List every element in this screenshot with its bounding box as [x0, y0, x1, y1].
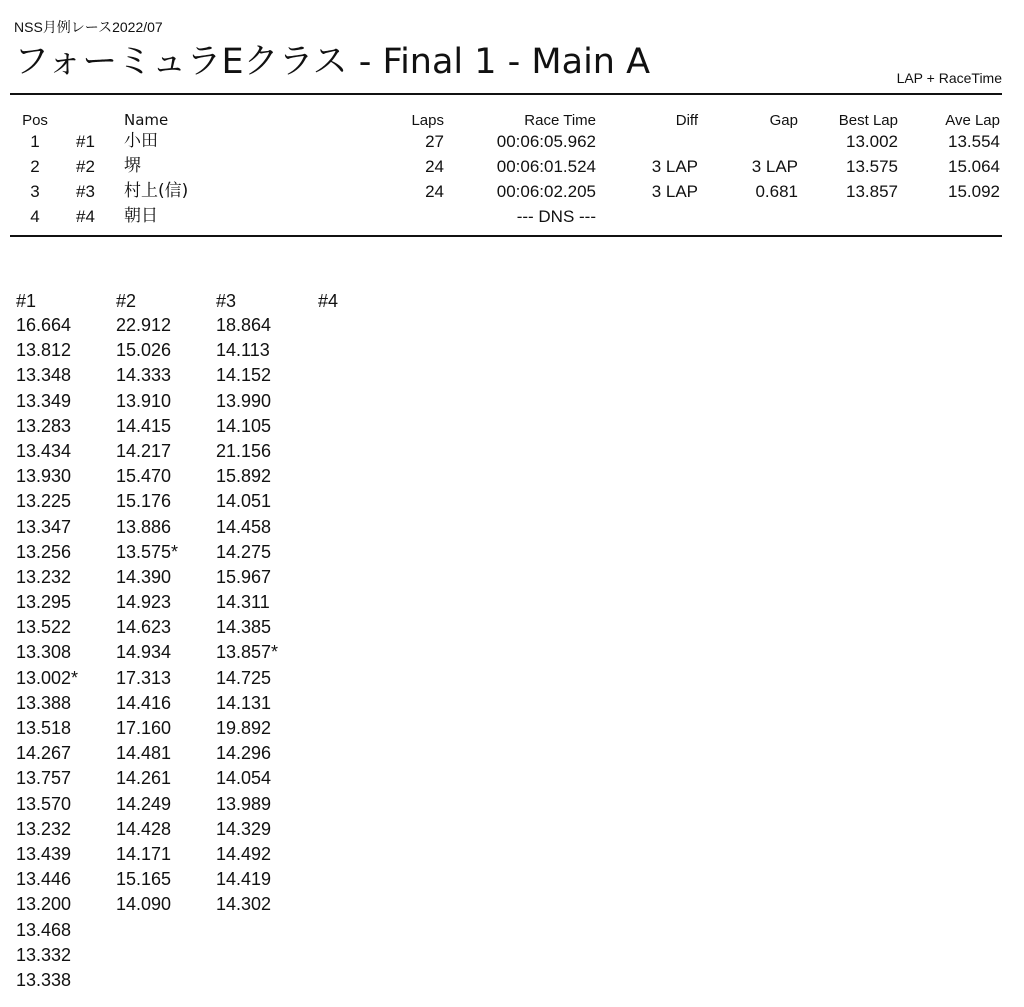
col-header-diff: Diff: [675, 112, 698, 129]
result-ave-lap: 15.064: [948, 157, 1000, 176]
lap-time: 16.664: [16, 315, 72, 335]
result-laps: 24: [425, 157, 444, 176]
result-pos: 4: [30, 207, 40, 226]
result-car-number: #1: [76, 132, 95, 151]
lap-column: [116, 289, 178, 918]
col-header-race-time: Race Time: [524, 112, 596, 129]
lap-time: 15.967: [216, 566, 272, 587]
lap-time: 14.725: [216, 667, 272, 688]
lap-time: 14.458: [216, 516, 272, 537]
result-race-time: 00:06:01.524: [496, 157, 596, 176]
result-best-lap: 13.002: [846, 132, 898, 151]
lap-time: 14.481: [116, 743, 172, 764]
lap-time: 13.446: [16, 869, 72, 890]
lap-time: 22.912: [116, 315, 172, 335]
lap-column: [16, 289, 78, 993]
lap-time: 13.347: [16, 516, 72, 537]
lap-time: 14.333: [116, 365, 172, 386]
col-header-gap: Gap: [769, 112, 798, 129]
lap-time: 13.349: [16, 390, 72, 411]
result-gap: 3 LAP: [751, 157, 798, 176]
lap-time: 14.171: [116, 843, 172, 864]
result-driver-name: 堺: [124, 156, 141, 176]
lap-time: 14.296: [216, 743, 272, 764]
result-driver-name: 村上(信): [124, 181, 189, 201]
result-pos: 3: [30, 182, 40, 201]
lap-time: 13.338: [16, 969, 72, 990]
lap-column-header: #2: [116, 291, 137, 311]
result-gap: 0.681: [755, 182, 798, 201]
lap-time: 13.990: [216, 390, 272, 411]
result-driver-name: 朝日: [124, 206, 158, 226]
result-ave-lap: 15.092: [948, 182, 1000, 201]
lap-time: 13.225: [16, 491, 72, 512]
lap-time: 14.415: [116, 415, 172, 436]
lap-time: 14.623: [116, 617, 172, 638]
result-race-time: 00:06:05.962: [496, 132, 596, 151]
col-header-pos: Pos: [22, 112, 48, 129]
lap-time: 13.348: [16, 365, 72, 386]
lap-time: 13.283: [16, 415, 72, 436]
result-diff: 3 LAP: [651, 182, 698, 201]
lap-time: 14.131: [216, 692, 272, 713]
results-divider: [10, 235, 1002, 237]
lap-time: 14.267: [16, 743, 72, 764]
lap-time: 14.934: [116, 642, 172, 663]
lap-time: 14.923: [116, 592, 172, 613]
lap-time: 13.308: [16, 642, 72, 663]
lap-time: 13.232: [16, 566, 72, 587]
lap-time: 14.428: [116, 818, 172, 839]
lap-time: 13.570: [16, 793, 72, 814]
result-best-lap: 13.857: [846, 182, 898, 201]
lap-time: 14.261: [116, 768, 172, 789]
header-divider: [10, 93, 1002, 95]
result-diff: 3 LAP: [651, 157, 698, 176]
col-header-laps: Laps: [411, 112, 444, 129]
lap-column-header: #1: [16, 291, 37, 311]
lap-time: 13.256: [16, 541, 72, 562]
lap-time: 14.054: [216, 768, 272, 789]
lap-time: 14.492: [216, 843, 272, 864]
lap-time: 13.332: [16, 944, 72, 965]
lap-time: 14.329: [216, 818, 272, 839]
lap-time: 14.390: [116, 566, 172, 587]
lap-time: 13.886: [116, 516, 172, 537]
lap-time: 13.522: [16, 617, 72, 638]
lap-time: 13.200: [16, 894, 72, 915]
result-best-lap: 13.575: [846, 157, 898, 176]
lap-time: 13.468: [16, 919, 72, 940]
lap-column: [216, 289, 278, 918]
lap-time: 14.217: [116, 440, 172, 461]
lap-time: 14.090: [116, 894, 172, 915]
result-race-time: 00:06:02.205: [496, 182, 596, 201]
lap-time: 13.434: [16, 440, 72, 461]
lap-time: 13.812: [16, 340, 72, 361]
lap-time: 14.385: [216, 617, 272, 638]
lap-time: 14.249: [116, 793, 172, 814]
lap-time: 14.275: [216, 541, 272, 562]
col-header-ave-lap: Ave Lap: [945, 112, 1000, 129]
lap-time: 14.419: [216, 869, 272, 890]
lap-time: 17.160: [116, 718, 172, 738]
lap-time: 14.152: [216, 365, 272, 386]
col-header-best-lap: Best Lap: [838, 112, 898, 129]
lap-time: 13.575*: [116, 541, 179, 562]
lap-time: 18.864: [216, 315, 272, 335]
lap-column-header: #4: [318, 291, 339, 311]
result-pos: 1: [30, 132, 40, 151]
lap-time: 14.302: [216, 894, 272, 915]
lap-time: 13.439: [16, 843, 72, 864]
lap-time: 13.388: [16, 692, 72, 713]
result-laps: 24: [425, 182, 444, 201]
lap-time: 14.051: [216, 491, 272, 512]
result-status-dns: --- DNS ---: [516, 207, 596, 226]
lap-time: 13.232: [16, 818, 72, 839]
result-laps: 27: [425, 132, 444, 151]
lap-time: 13.930: [16, 466, 72, 487]
lap-column: [318, 289, 338, 313]
lap-time: 13.989: [216, 793, 272, 814]
event-subtitle: NSS月例レース2022/07: [14, 19, 163, 35]
result-car-number: #3: [76, 182, 95, 201]
lap-time: 13.857*: [216, 642, 279, 663]
lap-time: 14.113: [216, 340, 270, 361]
lap-time: 13.910: [116, 390, 172, 411]
report-mode-label: LAP + RaceTime: [896, 70, 1002, 86]
lap-time: 15.176: [116, 491, 172, 512]
lap-time: 15.892: [216, 466, 272, 487]
lap-time: 15.470: [116, 466, 172, 487]
lap-time: 13.518: [16, 718, 72, 738]
col-header-name: Name: [124, 111, 169, 129]
lap-time: 17.313: [116, 667, 172, 688]
result-car-number: #4: [76, 207, 95, 226]
lap-time: 19.892: [216, 718, 272, 738]
page-title: フォーミュラEクラス - Final 1 - Main A: [14, 42, 651, 82]
lap-time: 21.156: [216, 440, 272, 461]
result-driver-name: 小田: [124, 131, 158, 151]
result-pos: 2: [30, 157, 40, 176]
result-ave-lap: 13.554: [948, 132, 1000, 151]
lap-column-header: #3: [216, 291, 237, 311]
lap-time: 15.165: [116, 869, 172, 890]
lap-time: 14.416: [116, 692, 172, 713]
lap-time: 13.295: [16, 592, 72, 613]
lap-time: 15.026: [116, 340, 172, 361]
lap-time: 14.311: [216, 592, 270, 613]
lap-time: 14.105: [216, 415, 272, 436]
result-car-number: #2: [76, 157, 95, 176]
lap-time: 13.757: [16, 768, 72, 789]
lap-time: 13.002*: [16, 667, 79, 688]
